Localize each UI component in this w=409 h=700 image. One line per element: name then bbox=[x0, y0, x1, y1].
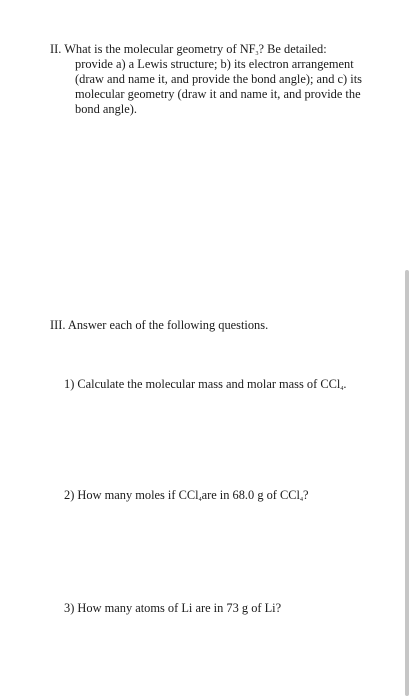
question-3-item-3: 3) How many atoms of Li are in 73 g of Li? bbox=[64, 601, 282, 615]
question-2-first-line bbox=[50, 42, 370, 57]
ccl4-subscript: 4 bbox=[300, 497, 304, 503]
question-3-item-2 bbox=[64, 488, 309, 503]
vertical-scrollbar[interactable] bbox=[405, 270, 409, 696]
question-2 bbox=[50, 42, 370, 117]
question-3-heading: III. Answer each of the following questions. bbox=[50, 318, 269, 332]
question-3-item-1 bbox=[64, 377, 346, 392]
item-2-text-start: 2) How many moles if CCl bbox=[64, 488, 199, 502]
item-2-question-mark: ? bbox=[303, 488, 309, 502]
question-2-suffix: ? Be detailed: bbox=[258, 42, 327, 56]
ccl4-subscript: 4 bbox=[198, 497, 202, 503]
item-1-text: 1) Calculate the molecular mass and molar mass of CCl bbox=[64, 377, 341, 391]
item-1-period: . bbox=[343, 377, 347, 391]
question-2-body: provide a) a Lewis structure; b) its electron arrangement (draw and name it, and provide the bond angle); and c) its molecular geometry (draw it and name it, and provide the bond angle). bbox=[75, 57, 362, 116]
nf3-subscript: 3 bbox=[255, 51, 259, 57]
item-2-text-middle: are in 68.0 g of CCl bbox=[201, 488, 301, 502]
question-2-prefix: II. What is the molecular geometry of NF bbox=[50, 42, 256, 56]
ccl4-subscript: 4 bbox=[340, 386, 344, 392]
